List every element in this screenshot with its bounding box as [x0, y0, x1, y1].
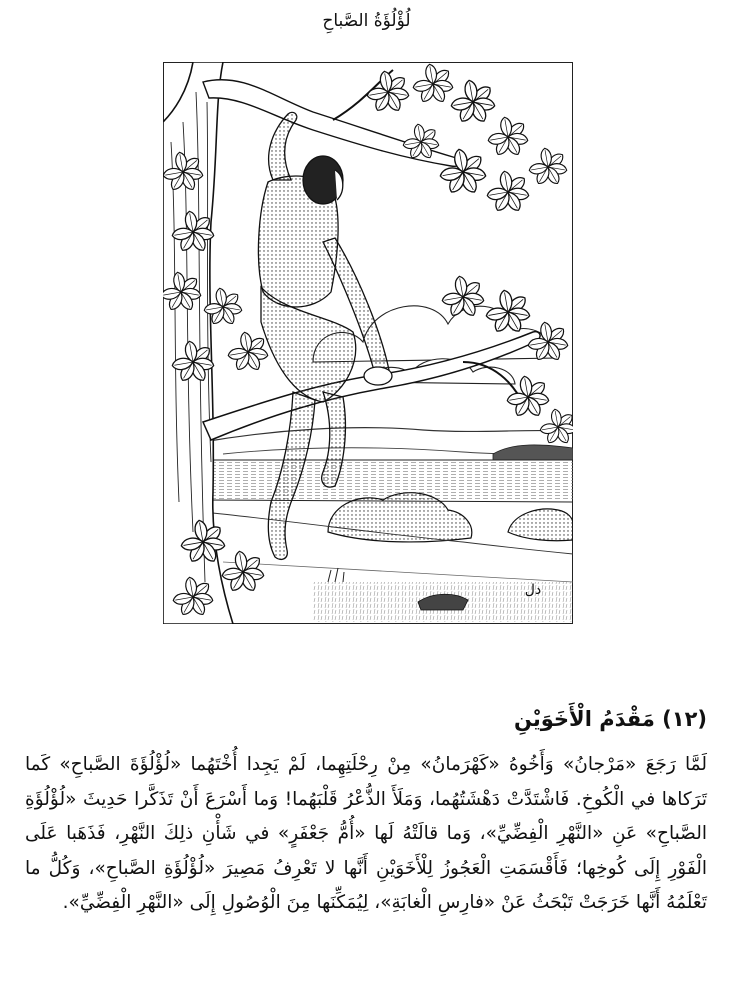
- illustration-drawing: [163, 62, 573, 624]
- chapter-body-text: لَمَّا رَجَعَ «مَرْجانُ» وَأَخُوهُ «كَهْرَمانُ» مِنْ رِحْلَتِهِما، لَمْ يَجِدا أُخْتَهُما «لُؤْلُؤَةَ الصَّباحِ» كَما تَرَكاها في الْكُوخِ. فَاشْتَدَّتْ دَهْشَتُهُما، وَمَلَأَ الذُّعْرُ قَلْبَهُما! وَما أَسْرَعَ أَنْ تَذَكَّرا حَدِيثَ «لُؤْلُؤَةِ الصَّباحِ» عَنِ «النَّهْرِ الْفِضِّيِّ»، وَما قالَتْهُ لَها «أُمُّ جَعْفَرٍ» في شَأْنِ ذلِكَ النَّهْرِ، فَذَهَبا عَلَى الْفَوْرِ إِلَى كُوخِها؛ فَأَقْسَمَتِ الْعَجُوزُ لِلْأَخَوَيْنِ أَنَّها لا تَعْرِفُ مَصِيرَ «لُؤْلُؤَةِ الصَّباحِ»، وَكُلُّ ما تَعْلَمُهُ أَنَّها خَرَجَتْ تَبْحَثُ عَنْ «فارِسِ الْغابَةِ»، لِيُمَكِّنَها مِنَ الْوُصُولِ إِلَى «النَّهْرِ الْفِضِّيِّ».: [25, 754, 707, 913]
- artist-signature: دل: [524, 582, 542, 598]
- running-title: لُؤْلُؤَةُ الصَّباحِ: [322, 11, 411, 31]
- chapter-title: (١٢) مَقْدَمُ الْأَخَوَيْنِ: [513, 707, 707, 731]
- page-header: [0, 8, 733, 34]
- chapter-illustration: [163, 62, 573, 624]
